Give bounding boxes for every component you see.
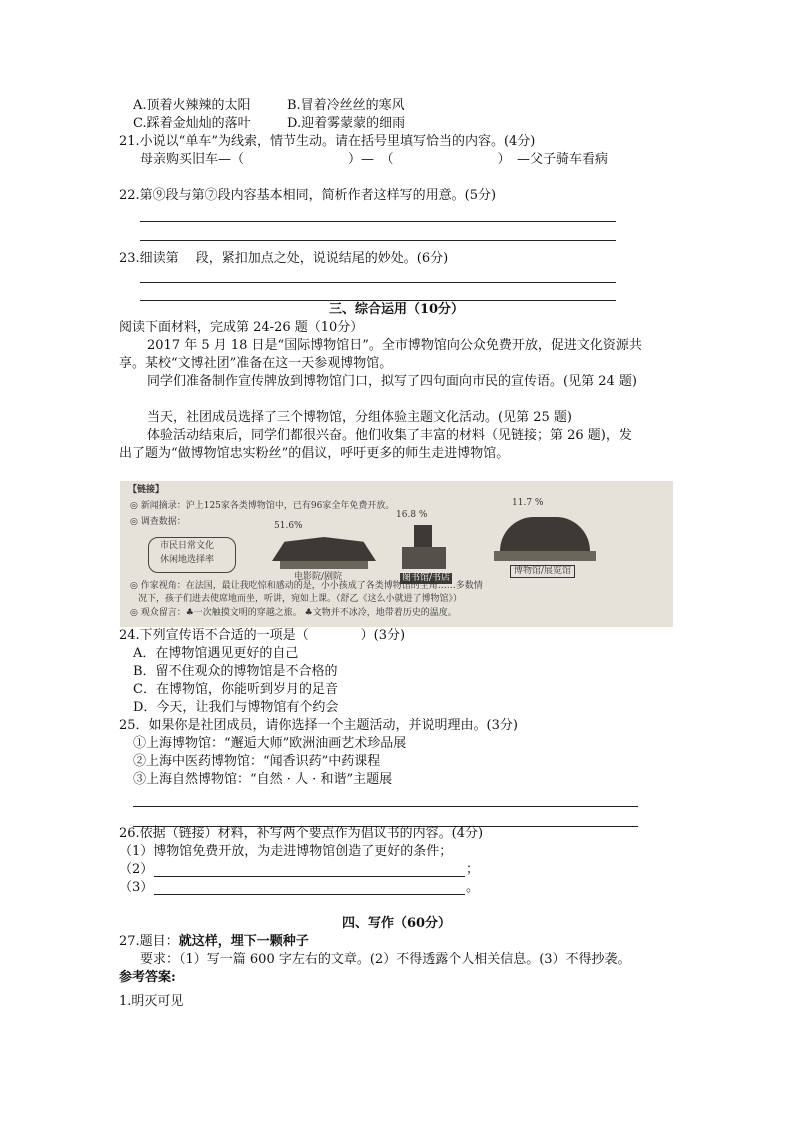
cat-museum: 博物馆/展览馆	[510, 565, 575, 578]
q26-point-2-line	[154, 876, 465, 877]
q20-option-d: D.迎着雾蒙蒙的细雨	[287, 116, 406, 131]
survey-label: ◎ 调查数据：	[130, 517, 186, 527]
cinema-building-icon	[272, 537, 376, 561]
q23-answer-line-1	[140, 282, 616, 283]
link-header: 【链接】	[128, 485, 165, 495]
q26-point-1: （1）博物馆免费开放，为走进博物馆创造了更好的条件；	[119, 844, 453, 859]
q20-option-a: A.顶着火辣辣的太阳	[133, 98, 251, 113]
q23-stem: 23.细读第 段，紧扣加点之处，说说结尾的妙处。(6分)	[119, 251, 449, 266]
pct-museum: 11.7 %	[512, 498, 544, 508]
q20-option-c: C.踩着金灿灿的落叶	[133, 116, 251, 131]
q24-option-b: B．留不住观众的博物馆是不合格的	[133, 664, 338, 679]
q25-stem: 25．如果你是社团成员，请你选择一个主题活动，并说明理由。(3分)	[119, 718, 518, 733]
q22-answer-line-2	[140, 240, 616, 241]
q26-point-3-line	[154, 894, 465, 895]
author-view-line-1: ◎ 作家视角：在法国，最让我吃惊和感动的是，小小孩成了各类博物馆的主角……多数情	[130, 581, 483, 591]
section-4-title: 四、写作（60分）	[341, 916, 452, 931]
q24-option-c: C．在博物馆，你能听到岁月的足音	[133, 682, 338, 697]
q27-requirements: 要求：（1）写一篇 600 字左右的文章。(2）不得透露个人相关信息。(3）不得抄袭。	[140, 952, 631, 967]
q24-option-a: A．在博物馆遇见更好的自己	[133, 646, 299, 661]
pct-cinema: 51.6%	[274, 521, 303, 531]
section-3-para-3: 当天，社团成员选择了三个博物馆，分组体验主题文化活动。(见第 25 题)	[147, 410, 572, 425]
link-material-photo	[120, 481, 673, 627]
museum-building-icon	[500, 517, 590, 551]
section-3-para-2: 同学们准备制作宣传牌放到博物馆门口，拟写了四句面向市民的宣传语。(见第 24 题)	[147, 374, 637, 389]
section-3-para-1-line-1: 2017 年 5 月 18 日是“国际博物馆日”。全市博物馆向公众免费开放，促进文化资源共	[147, 338, 642, 353]
pct-library: 16.8 %	[396, 510, 428, 520]
q22-answer-line-1	[140, 221, 616, 222]
q27-stem	[119, 935, 309, 948]
q25-option-1: ①上海博物馆：“邂逅大师”欧洲油画艺术珍品展	[133, 736, 407, 751]
section-3-para-4-line-2: 出了题为“做博物馆忠实粉丝”的倡议，呼吁更多的师生走进博物馆。	[119, 446, 510, 461]
cat-cinema: 电影院/剧院	[294, 572, 343, 582]
q25-answer-line-1	[133, 806, 638, 807]
news-excerpt: ◎ 新闻摘录：沪上125家各类博物馆中，已有96家全年免费开放。	[130, 501, 395, 511]
q25-option-2: ②上海中医药博物馆：“闻香识药”中药课程	[133, 754, 381, 769]
section-3-para-1-line-2: 享。某校“文博社团”准备在这一天参观博物馆。	[119, 356, 393, 371]
q22-stem: 22.第⑨段与第⑦段内容基本相同，简析作者这样写的用意。(5分)	[119, 188, 497, 203]
q21-sequence: 母亲购买旧车—（ ）— （ ） —父子骑车看病	[140, 152, 609, 167]
answer-1: 1.明灭可见	[119, 994, 184, 1009]
section-3-title: 三、综合运用（10分）	[328, 302, 465, 317]
library-wing-icon	[402, 547, 446, 569]
q26-stem: 26.依据（链接）材料，补写两个要点作为倡议书的内容。(4分)	[119, 826, 484, 841]
q26-point-2-label: （2）	[119, 862, 154, 877]
section-3-para-4-line-1: 体验活动结束后，同学们都很兴奋。他们收集了丰富的材料（见链接；第 26 题)，发	[147, 428, 632, 443]
q26-point-3-end: 。	[466, 880, 480, 895]
audience-comments: ◎ 观众留言：♣一次触摸文明的穿越之旅。 ♣文物并不冰冷，地带着历史的温度。	[130, 608, 457, 618]
q21-stem: 21.小说以“单车”为线索，情节生动。请在括号里填写恰当的内容。(4分)	[119, 134, 536, 149]
q25-option-3: ③上海自然博物馆：“自然 · 人 · 和谐”主题展	[133, 772, 393, 787]
q26-point-3-label: （3）	[119, 880, 154, 895]
q24-option-d: D．今天，让我们与博物馆有个约会	[133, 700, 339, 715]
q23-answer-line-2	[140, 300, 616, 301]
cat-library: 图书馆/书店	[402, 573, 451, 583]
q26-point-2-end: ；	[466, 862, 480, 877]
survey-box-line-1: 市民日常文化	[160, 541, 215, 551]
q20-option-b: B.冒着冷丝丝的寒风	[287, 98, 405, 113]
museum-base-icon	[494, 551, 596, 561]
q27-label: 27.题目：	[119, 934, 179, 949]
q24-stem: 24.下列宣传语不合适的一项是（ ）(3分)	[119, 628, 406, 643]
answers-title: 参考答案:	[119, 970, 176, 985]
author-view-line-2: 况下，孩子们进去使席地而坐，听讲，宛如上课。（舒乙《这么小就进了博物馆》）	[138, 594, 463, 604]
cinema-building-base-icon	[280, 561, 368, 569]
survey-box-line-2: 休闲地选择率	[160, 555, 215, 565]
q27-essay-title: 就这样，埋下一颗种子	[178, 934, 309, 949]
section-3-intro: 阅读下面材料，完成第 24-26 题（10分）	[119, 320, 364, 335]
